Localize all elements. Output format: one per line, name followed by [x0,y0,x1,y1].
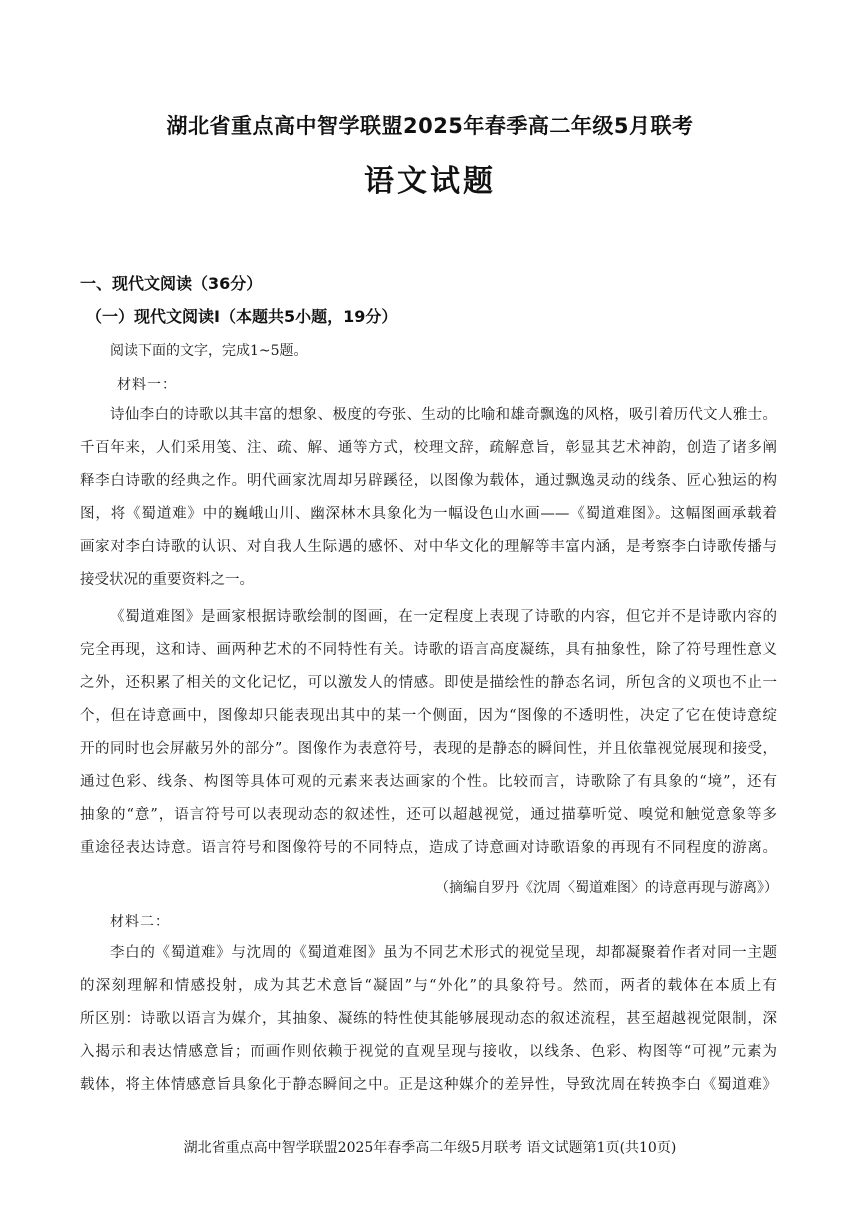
material1-label: 材料一： [117,377,177,393]
paragraph-line: 接受状况的重要资料之一。 [80,572,254,588]
paragraph-line: 重途径表达诗意。语言符号和图像符号的不同特点，造成了诗意画对诗歌语象的再现有不同程度的游离。 [80,840,777,856]
instruction-text: 阅读下面的文字，完成1~5题。 [110,343,308,359]
page-title: 湖北省重点高中智学联盟2025年春季高二年级5月联考 [166,114,694,138]
paragraph-line: 抽象的“意”，语言符号可以表现动态的叙述性，还可以超越视觉，通过描摹听觉、嗅觉和触觉意象等多 [80,807,777,823]
page-footer: 湖北省重点高中智学联盟2025年春季高二年级5月联考 语文试题第1页(共10页) [183,1140,677,1156]
paragraph-line: 个，但在诗意画中，图像却只能表现出其中的某一个侧面，因为“图像的不透明性，决定了它在使诗意绽 [80,708,777,724]
source-citation: （摘编自罗丹《沈周〈蜀道难图〉的诗意再现与游离》） [435,880,778,896]
paragraph-line: 入揭示和表达情感意旨；而画作则依赖于视觉的直观呈现与接收，以线条、色彩、构图等“可视”元素为 [80,1044,777,1060]
subsection-heading: （一）现代文阅读Ⅰ（本题共5小题，19分） [86,307,398,326]
paragraph-line: 画家对李白诗歌的认识、对自我人生际遇的感怀、对中华文化的理解等丰富内涵，是考察李白诗歌传播与 [80,539,777,555]
material2-label: 材料二： [110,914,170,930]
paragraph-line: 完全再现，这和诗、画两种艺术的不同特性有关。诗歌的语言高度凝练，具有抽象性，除了符号理性意义 [80,642,777,658]
paragraph-line: 的深刻理解和情感投射，成为其艺术意旨“凝固”与“外化”的具象符号。然而，两者的载体在本质上有 [80,978,777,994]
paragraph-line: 图，将《蜀道难》中的巍峨山川、幽深林木具象化为一幅设色山水画——《蜀道难图》。这幅图画承载着 [80,506,777,522]
paragraph-line: 通过色彩、线条、构图等具体可观的元素来表达画家的个性。比较而言，诗歌除了有具象的“境”，还有 [80,774,777,790]
paragraph-line: 开的同时也会屏蔽另外的部分”。图像作为表意符号，表现的是静态的瞬间性，并且依靠视觉展现和接受， [80,741,777,757]
paragraph-line: 诗仙李白的诗歌以其丰富的想象、极度的夸张、生动的比喻和雄奇飘逸的风格，吸引着历代文人雅士。 [110,407,777,423]
paragraph-line: 千百年来，人们采用笺、注、疏、解、通等方式，校理文辞，疏解意旨，彰显其艺术神韵，创造了诸多阐 [80,440,777,456]
paragraph-line: 所区别：诗歌以语言为媒介，其抽象、凝练的特性使其能够展现动态的叙述流程，甚至超越视觉限制，深 [80,1011,777,1027]
section-heading: 一、现代文阅读（36分） [80,274,263,293]
page-subtitle: 语文试题 [364,164,496,199]
paragraph-line: 李白的《蜀道难》与沈周的《蜀道难图》虽为不同艺术形式的视觉呈现，却都凝聚着作者对同一主题 [110,945,777,961]
paragraph-line: 释李白诗歌的经典之作。明代画家沈周却另辟蹊径，以图像为载体，通过飘逸灵动的线条、匠心独运的构 [80,473,777,489]
paragraph-line: 《蜀道难图》是画家根据诗歌绘制的图画，在一定程度上表现了诗歌的内容，但它并不是诗歌内容的 [110,609,777,625]
paragraph-line: 之外，还积累了相关的文化记忆，可以激发人的情感。即使是描绘性的静态名词，所包含的义项也不止一 [80,675,777,691]
paragraph-line: 载体，将主体情感意旨具象化于静态瞬间之中。正是这种媒介的差异性，导致沈周在转换李白《蜀道难》 [80,1077,777,1093]
